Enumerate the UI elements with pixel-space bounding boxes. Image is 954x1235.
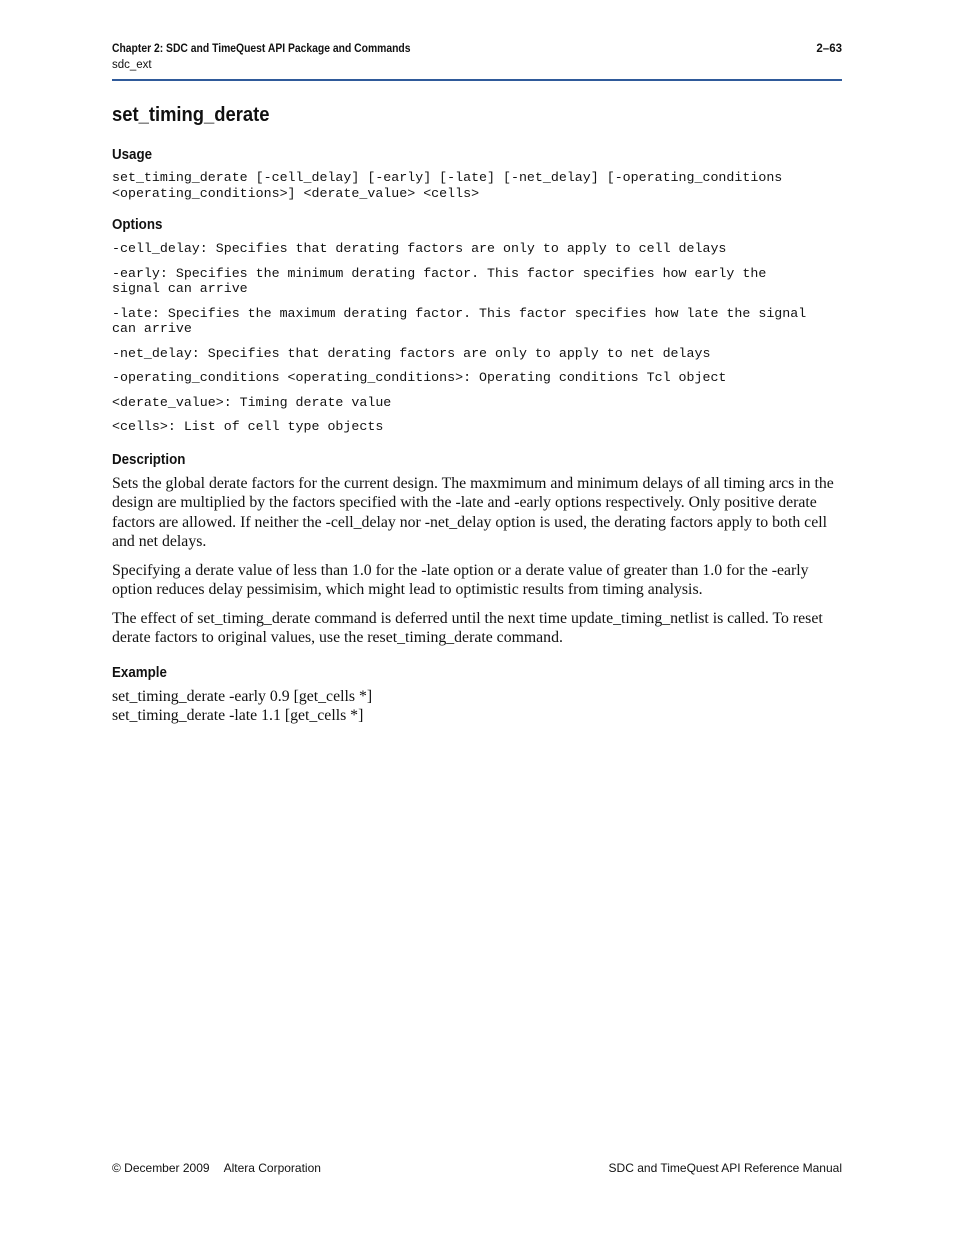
usage-line: <operating_conditions>] <derate_value> <cells>	[112, 185, 480, 201]
page-header	[112, 43, 842, 81]
usage-block	[112, 170, 842, 201]
footer-manual-title: SDC and TimeQuest API Reference Manual	[608, 1161, 842, 1175]
option-line: can arrive	[112, 321, 192, 336]
description-heading: Description	[112, 451, 186, 468]
option-item	[112, 241, 842, 257]
footer-left	[112, 1161, 321, 1175]
example-heading: Example	[112, 664, 167, 681]
option-item	[112, 266, 842, 297]
footer-company: Altera Corporation	[223, 1161, 321, 1175]
usage-line: set_timing_derate [-cell_delay] [-early] [-late] [-net_delay] [-operating_conditions	[112, 170, 783, 185]
option-line: -early: Specifies the minimum derating factor. This factor specifies how early the	[112, 265, 767, 281]
section-name: sdc_ext	[112, 59, 152, 71]
option-item	[112, 370, 842, 386]
option-item	[112, 395, 842, 411]
page-content	[112, 104, 842, 726]
option-line: -operating_conditions <operating_conditions>: Operating conditions Tcl object	[112, 370, 727, 385]
option-line: <cells>: List of cell type objects	[112, 419, 384, 434]
option-line: signal can arrive	[112, 281, 248, 296]
description-paragraph: Sets the global derate factors for the current design. The maxmimum and minimum delays of all timing arcs in the design are multiplied by the factors specified with the -late and -early options respectively. Only positive derate factors are allowed. If neither the -cell_delay nor -net_delay option is used, the derating factors apply to both cell and net delays.	[112, 474, 834, 550]
option-line: <derate_value>: Timing derate value	[112, 394, 392, 410]
option-item	[112, 346, 842, 362]
example-block	[112, 687, 842, 726]
usage-heading: Usage	[112, 147, 153, 163]
options-heading: Options	[112, 217, 163, 233]
option-line: -net_delay: Specifies that derating factors are only to apply to net delays	[112, 345, 711, 361]
footer-date: © December 2009	[112, 1161, 210, 1175]
example-line: set_timing_derate -late 1.1 [get_cells *]	[112, 707, 364, 724]
page-number: 2–63	[816, 43, 842, 55]
option-line: -late: Specifies the maximum derating factor. This factor specifies how late the signal	[112, 305, 807, 321]
command-title: set_timing_derate	[112, 104, 270, 126]
option-item	[112, 419, 842, 435]
chapter-title: Chapter 2: SDC and TimeQuest API Package and Commands	[112, 43, 411, 55]
option-line: -cell_delay: Specifies that derating factors are only to apply to cell delays	[112, 241, 727, 256]
description-paragraph: Specifying a derate value of less than 1.0 for the -late option or a derate value of greater than 1.0 for the -early option reduces delay pessimisim, which might lead to optimistic results from timing analysis.	[112, 561, 809, 598]
example-line: set_timing_derate -early 0.9 [get_cells *]	[112, 687, 373, 705]
description-paragraph: The effect of set_timing_derate command is deferred until the next time update_timing_netlist is called. To reset derate factors to original values, use the reset_timing_derate command.	[112, 609, 823, 646]
option-item	[112, 306, 842, 337]
